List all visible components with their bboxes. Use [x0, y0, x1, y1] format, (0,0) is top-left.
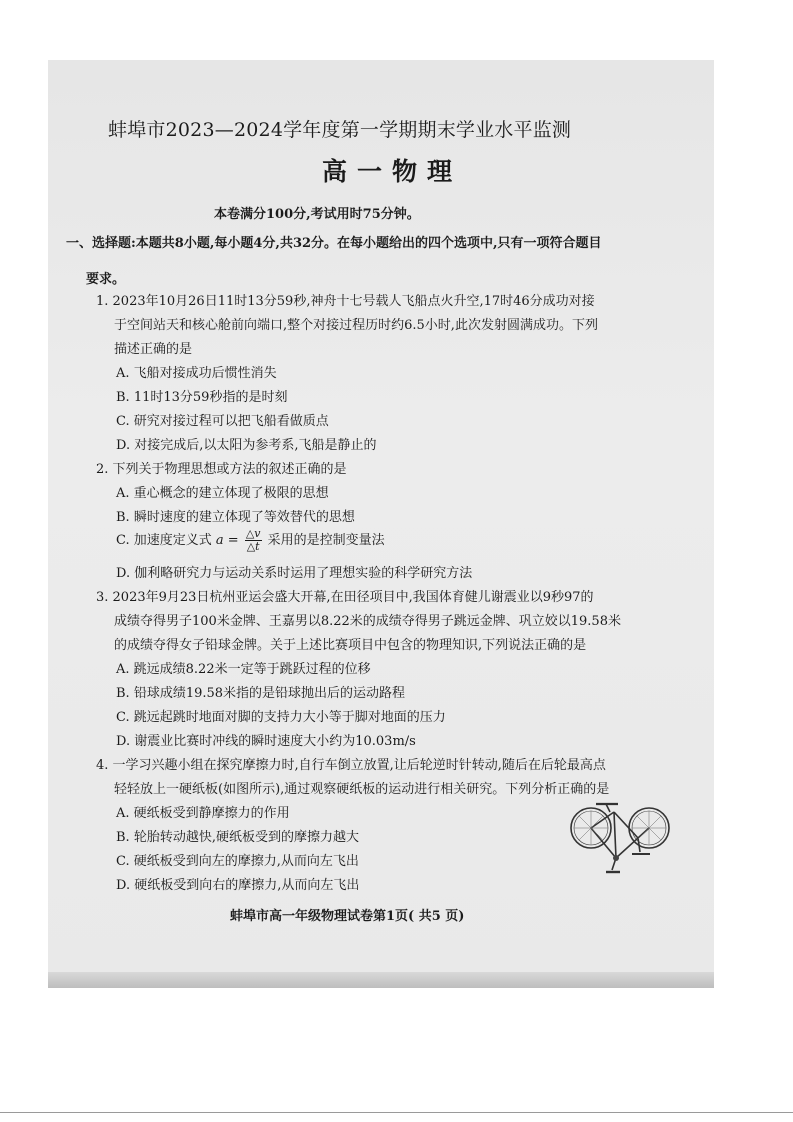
question-1-option-a: A. 飞船对接成功后惯性消失: [116, 366, 277, 381]
question-2-line-1: 2. 下列关于物理思想或方法的叙述正确的是: [96, 462, 347, 477]
question-2-option-c: [116, 528, 385, 553]
question-3-option-b: B. 铅球成绩19.58米指的是铅球抛出后的运动路程: [116, 686, 406, 701]
fraction-denominator: △t: [246, 540, 260, 553]
exam-info: 本卷满分100分,考试用时75分钟。: [214, 207, 420, 222]
question-1-option-d: D. 对接完成后,以太阳为参考系,飞船是静止的: [116, 438, 377, 453]
question-2-option-b: B. 瞬时速度的建立体现了等效替代的思想: [116, 510, 355, 525]
question-2-option-d: D. 伽利略研究力与运动关系时运用了理想实验的科学研究方法: [116, 566, 473, 581]
page-footer: 蚌埠市高一年级物理试卷第1页( 共5 页): [230, 909, 465, 924]
question-3-line-2: 成绩夺得男子100米金牌、王嘉男以8.22米的成绩夺得男子跳远金牌、巩立姣以19.58米: [114, 614, 621, 629]
question-1-line-2: 于空间站天和核心舱前向端口,整个对接过程历时约6.5小时,此次发射圆满成功。下列: [114, 318, 598, 333]
question-4-line-1: 4. 一学习兴趣小组在探究摩擦力时,自行车倒立放置,让后轮逆时针转动,随后在后轮最高点: [96, 758, 606, 773]
question-3-option-a: A. 跳远成绩8.22米一定等于跳跃过程的位移: [116, 662, 371, 677]
paper-edge: [48, 972, 714, 988]
question-3-line-3: 的成绩夺得女子铅球金牌。关于上述比赛项目中包含的物理知识,下列说法正确的是: [114, 638, 587, 653]
formula-lhs: a =: [215, 533, 239, 548]
question-2-option-a: A. 重心概念的建立体现了极限的思想: [116, 486, 329, 501]
section-heading: 一、选择题:本题共8小题,每小题4分,共32分。在每小题给出的四个选项中,只有一项符合题目: [66, 236, 602, 251]
fraction-numerator: △v: [245, 527, 261, 540]
question-4-option-c: C. 硬纸板受到向左的摩擦力,从而向左飞出: [116, 854, 359, 869]
question-4-line-2: 轻轻放上一硬纸板(如图所示),通过观察硬纸板的运动进行相关研究。下列分析正确的是: [114, 782, 610, 797]
question-1-line-1: 1. 2023年10月26日11时13分59秒,神舟十七号载人飞船点火升空,17时46分成功对接: [96, 294, 595, 309]
exam-title: 蚌埠市2023—2024学年度第一学期期末学业水平监测: [108, 119, 572, 141]
question-4-option-d: D. 硬纸板受到向右的摩擦力,从而向左飞出: [116, 878, 360, 893]
fraction: [245, 528, 262, 553]
question-4-option-b: B. 轮胎转动越快,硬纸板受到的摩擦力越大: [116, 830, 359, 845]
question-3-option-c: C. 跳远起跳时地面对脚的支持力大小等于脚对地面的压力: [116, 710, 446, 725]
subject-title: 高一物理: [322, 157, 463, 186]
question-3-line-1: 3. 2023年9月23日杭州亚运会盛大开幕,在田径项目中,我国体育健儿谢震业以9秒97的: [96, 590, 594, 605]
scan-border-line: [0, 1112, 793, 1113]
upside-down-bicycle-icon: [566, 800, 676, 880]
question-3-option-d: D. 谢震业比赛时冲线的瞬时速度大小约为10.03m/s: [116, 734, 416, 749]
formula-rest: 采用的是控制变量法: [267, 533, 385, 548]
section-heading-cont: 要求。: [86, 272, 126, 287]
question-2-option-c-label: C. 加速度定义式: [116, 533, 212, 548]
question-4-option-a: A. 硬纸板受到静摩擦力的作用: [116, 806, 290, 821]
question-1-option-c: C. 研究对接过程可以把飞船看做质点: [116, 414, 329, 429]
question-1-line-3: 描述正确的是: [114, 342, 193, 357]
question-1-option-b: B. 11时13分59秒指的是时刻: [116, 390, 288, 405]
